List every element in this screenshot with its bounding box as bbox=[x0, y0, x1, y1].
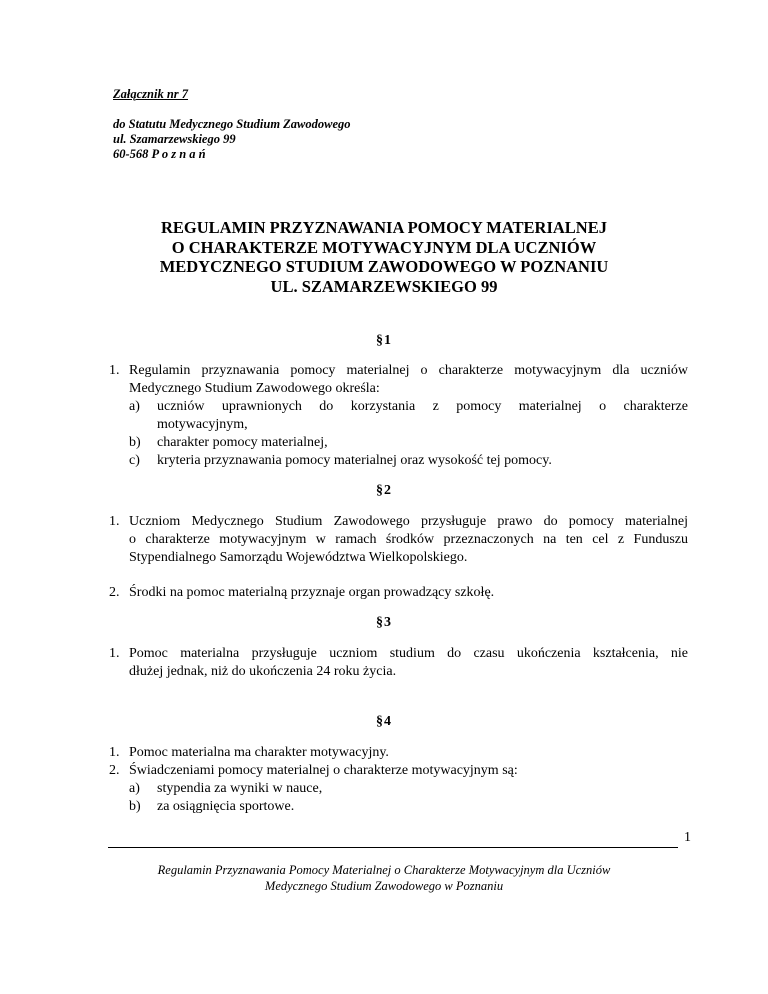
section-4-heading: §4 bbox=[376, 714, 392, 729]
title-line-2: O CHARAKTERZE MOTYWACYJNYM DLA UCZNIÓW bbox=[171, 237, 597, 257]
s2-p1-text bbox=[129, 513, 688, 567]
s1-p1-text bbox=[129, 362, 688, 398]
s4-p2-number: 2. bbox=[109, 763, 120, 778]
s2-p1-line-3: Stypendialnego Samorządu Województwa Wielkopolskiego. bbox=[129, 550, 468, 565]
header-street-line: ul. Szamarzewskiego 99 bbox=[113, 132, 236, 146]
s4-p2-line-1: Świadczeniami pomocy materialnej o charakterze motywacyjnym są: bbox=[129, 763, 518, 778]
header-city-line: 60-568 P o z n a ń bbox=[113, 147, 206, 161]
s1-p1-line-1: Regulamin przyznawania pomocy materialnej o charakterze motywacyjnym dla uczniów bbox=[129, 363, 688, 378]
s4-item-b-label: b) bbox=[129, 799, 141, 814]
s1-item-c-text: kryteria przyznawania pomocy materialnej oraz wysokość tej pomocy. bbox=[157, 453, 552, 468]
section-1-heading: §1 bbox=[376, 333, 392, 348]
footer-line-1: Regulamin Przyznawania Pomocy Materialnej o Charakterze Motywacyjnym dla Uczniów bbox=[157, 863, 611, 877]
footer-line-2: Medycznego Studium Zawodowego w Poznaniu bbox=[264, 879, 504, 893]
s3-p1-line-1: Pomoc materialna przysługuje uczniom studium do czasu ukończenia kształcenia, nie bbox=[129, 646, 688, 661]
document-title bbox=[0, 218, 768, 296]
s4-p2-text bbox=[129, 762, 688, 780]
footer-divider bbox=[108, 847, 678, 848]
s1-item-c-label: c) bbox=[129, 453, 140, 468]
s2-p1-line-2: o charakterze motywacyjnym w ramach środków przeznaczonych na ten cel z Funduszu bbox=[129, 532, 688, 547]
s4-item-a-text: stypendia za wyniki w nauce, bbox=[157, 781, 323, 796]
s4-p1-line-1: Pomoc materialna ma charakter motywacyjny. bbox=[129, 745, 389, 760]
s4-item-a-label: a) bbox=[129, 781, 140, 796]
page-footer bbox=[0, 862, 768, 894]
s1-p1-line-2: Medycznego Studium Zawodowego określa: bbox=[129, 381, 380, 396]
s1-item-b-label: b) bbox=[129, 435, 141, 450]
s2-p1-number: 1. bbox=[109, 514, 120, 529]
section-2-heading: §2 bbox=[376, 483, 392, 498]
s4-p1-text bbox=[129, 744, 688, 762]
s1-item-a-line-1: uczniów uprawnionych do korzystania z pomocy materialnej o charakterze bbox=[157, 399, 688, 414]
s1-item-a-line-2: motywacyjnym, bbox=[157, 417, 248, 432]
s2-p2-line-1: Środki na pomoc materialną przyznaje organ prowadzący szkołę. bbox=[129, 585, 495, 600]
section-3-heading: §3 bbox=[376, 615, 392, 630]
s3-p1-line-2: dłużej jednak, niż do ukończenia 24 roku życia. bbox=[129, 664, 397, 679]
title-line-3: MEDYCZNEGO STUDIUM ZAWODOWEGO W POZNANIU bbox=[159, 257, 609, 276]
s2-p2-number: 2. bbox=[109, 585, 120, 600]
attachment-label: Załącznik nr 7 bbox=[113, 87, 189, 101]
s2-p2-text bbox=[129, 584, 688, 602]
s3-p1-text bbox=[129, 645, 688, 681]
s1-item-b-text: charakter pomocy materialnej, bbox=[157, 435, 328, 450]
s1-item-a-text bbox=[157, 398, 688, 434]
title-line-4: UL. SZAMARZEWSKIEGO 99 bbox=[270, 276, 498, 296]
s4-item-b-text: za osiągnięcia sportowe. bbox=[157, 799, 295, 814]
s2-p1-line-1: Uczniom Medycznego Studium Zawodowego przysługuje prawo do pomocy materialnej bbox=[129, 514, 688, 529]
s1-p1-number: 1. bbox=[109, 363, 120, 378]
header-statute-line: do Statutu Medycznego Studium Zawodowego bbox=[113, 117, 351, 131]
s1-item-a-label: a) bbox=[129, 399, 140, 414]
s4-p1-number: 1. bbox=[109, 745, 120, 760]
page-number: 1 bbox=[684, 830, 691, 845]
title-line-1: REGULAMIN PRZYZNAWANIA POMOCY MATERIALNEJ bbox=[161, 218, 607, 237]
s3-p1-number: 1. bbox=[109, 646, 120, 661]
